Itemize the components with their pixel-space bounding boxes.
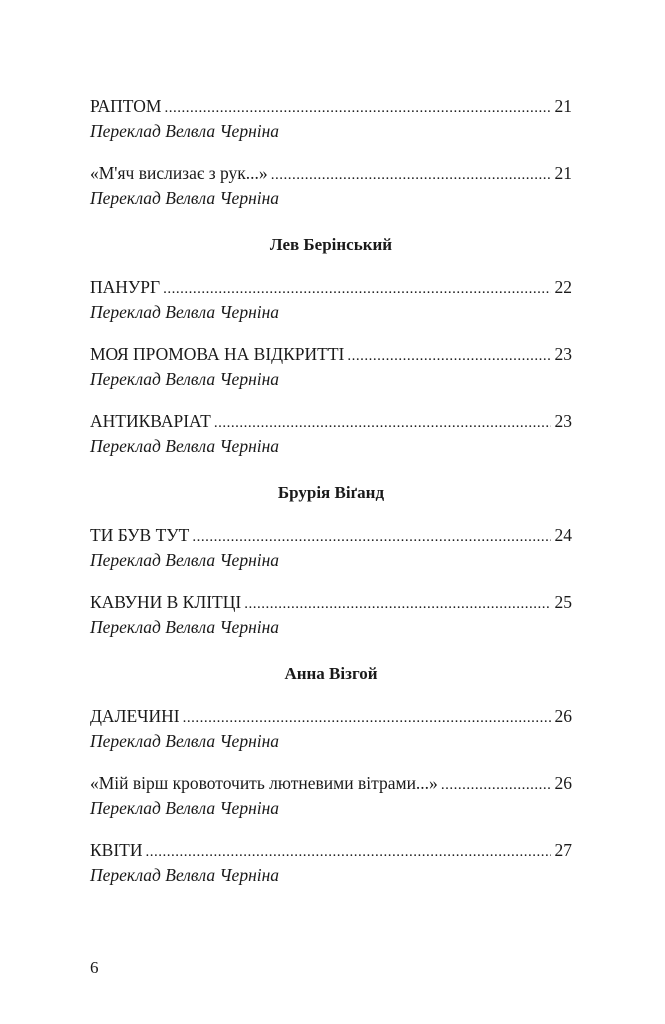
dot-leader bbox=[164, 97, 550, 120]
entry-translator: Переклад Велвла Черніна bbox=[90, 369, 280, 389]
toc-entry bbox=[90, 410, 572, 458]
entry-translator: Переклад Велвла Черніна bbox=[90, 121, 280, 141]
entry-translator: Переклад Велвла Черніна bbox=[90, 188, 280, 208]
entry-title: МОЯ ПРОМОВА НА ВІДКРИТТІ bbox=[90, 344, 345, 364]
entry-title: ДАЛЕЧИНІ bbox=[90, 706, 180, 726]
author-heading: Лев Берінський bbox=[269, 235, 393, 254]
entry-page-number: 23 bbox=[554, 344, 572, 364]
toc-entry bbox=[90, 839, 572, 887]
toc-entry-line bbox=[90, 591, 572, 616]
toc-entry-line bbox=[90, 705, 572, 730]
entry-page-number: 26 bbox=[554, 773, 572, 793]
entry-page-number: 22 bbox=[554, 277, 572, 297]
entry-title: ТИ БУВ ТУТ bbox=[90, 525, 190, 545]
toc-entry-line bbox=[90, 772, 572, 797]
dot-leader bbox=[183, 707, 551, 730]
toc-entry bbox=[90, 772, 572, 820]
entry-page-number: 24 bbox=[554, 525, 572, 545]
author-heading: Анна Візгой bbox=[284, 664, 378, 683]
toc-entry-line bbox=[90, 343, 572, 368]
entry-translator: Переклад Велвла Черніна bbox=[90, 798, 280, 818]
entry-page-number: 23 bbox=[554, 411, 572, 431]
dot-leader bbox=[146, 841, 551, 864]
table-of-contents bbox=[90, 95, 572, 887]
toc-entry-line bbox=[90, 410, 572, 435]
toc-entry bbox=[90, 705, 572, 753]
entry-translator: Переклад Велвла Черніна bbox=[90, 302, 280, 322]
entry-translator: Переклад Велвла Черніна bbox=[90, 550, 280, 570]
entry-page-number: 26 bbox=[554, 706, 572, 726]
toc-entry-line bbox=[90, 276, 572, 301]
entry-title: АНТИКВАРІАТ bbox=[90, 411, 211, 431]
entry-translator: Переклад Велвла Черніна bbox=[90, 865, 280, 885]
entry-translator: Переклад Велвла Черніна bbox=[90, 617, 280, 637]
entry-page-number: 25 bbox=[554, 592, 572, 612]
toc-entry bbox=[90, 343, 572, 391]
toc-entry-line bbox=[90, 95, 572, 120]
toc-entry-line bbox=[90, 839, 572, 864]
toc-entry bbox=[90, 95, 572, 143]
dot-leader bbox=[163, 278, 550, 301]
entry-title: РАПТОМ bbox=[90, 96, 162, 116]
dot-leader bbox=[347, 345, 550, 368]
toc-entry-line bbox=[90, 162, 572, 187]
entry-title: ПАНУРГ bbox=[90, 277, 161, 297]
toc-entry-line bbox=[90, 524, 572, 549]
entry-title: «Мій вірш кровоточить лютневими вітрами...» bbox=[90, 773, 438, 793]
author-heading: Брурія Віґанд bbox=[277, 483, 385, 502]
dot-leader bbox=[192, 526, 550, 549]
toc-entry bbox=[90, 591, 572, 639]
dot-leader bbox=[441, 774, 551, 797]
entry-translator: Переклад Велвла Черніна bbox=[90, 731, 280, 751]
toc-entry bbox=[90, 162, 572, 210]
toc-entry bbox=[90, 524, 572, 572]
page-number: 6 bbox=[90, 958, 99, 977]
dot-leader bbox=[271, 164, 551, 187]
dot-leader bbox=[244, 593, 550, 616]
toc-entry bbox=[90, 276, 572, 324]
entry-translator: Переклад Велвла Черніна bbox=[90, 436, 280, 456]
entry-page-number: 21 bbox=[554, 163, 572, 183]
entry-page-number: 21 bbox=[554, 96, 572, 116]
entry-page-number: 27 bbox=[554, 840, 572, 860]
entry-title: «М'яч вислизає з рук...» bbox=[90, 163, 268, 183]
entry-title: КВІТИ bbox=[90, 840, 143, 860]
entry-title: КАВУНИ В КЛІТЦІ bbox=[90, 592, 242, 612]
dot-leader bbox=[214, 412, 551, 435]
